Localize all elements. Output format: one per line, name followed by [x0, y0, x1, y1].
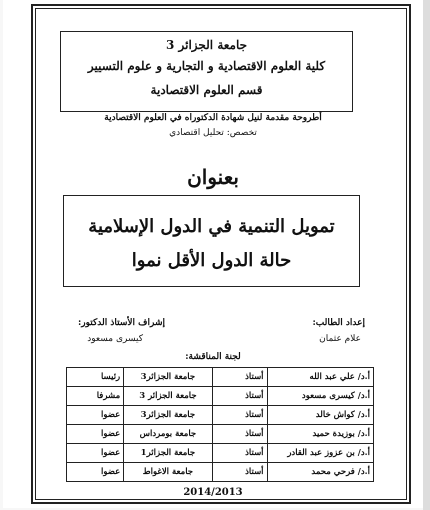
member-rank: أستاذ: [212, 425, 267, 444]
thesis-title-box: [63, 195, 360, 287]
supervisor-label: إشراف الأستاذ الدكتور:: [77, 318, 165, 328]
table-row: [67, 387, 374, 406]
member-name: أ.د/ علي عبد الله: [267, 368, 373, 387]
thesis-note: أطروحة مقدمة لنيل شهادة الدكتوراه في العلوم الاقتصادية: [104, 113, 322, 123]
faculty-name: كلية العلوم الاقتصادية و التجارية و علوم التسيير: [87, 59, 326, 73]
table-row: [67, 406, 374, 425]
institution-header-box: [60, 31, 353, 112]
viewer-background: [423, 0, 430, 510]
member-name: أ.د/ فرحي محمد: [267, 463, 373, 482]
table-row: [67, 425, 374, 444]
member-role: عضوا: [67, 425, 124, 444]
member-university: جامعة الاغواط: [124, 463, 213, 482]
member-university: جامعة الجزائر3: [124, 368, 213, 387]
member-rank: أستاذ: [212, 368, 267, 387]
table-row: [67, 368, 374, 387]
member-university: جامعة الجزائر 3: [124, 387, 213, 406]
member-rank: أستاذ: [212, 406, 267, 425]
member-rank: أستاذ: [212, 463, 267, 482]
member-role: عضوا: [67, 463, 124, 482]
university-name: جامعة الجزائر 3: [165, 38, 248, 52]
member-name: أ.د/ كواش خالد: [267, 406, 373, 425]
member-role: عضوا: [67, 406, 124, 425]
thesis-title-line2: حالة الدول الأقل نموا: [131, 250, 292, 271]
member-name: أ.د/ بن عزوز عبد القادر: [267, 444, 373, 463]
member-university: جامعة الجزائر1: [124, 444, 213, 463]
academic-year: 2014/2013: [183, 487, 243, 498]
member-university: جامعة بومرداس: [124, 425, 213, 444]
supervisor-name: كيسرى مسعود: [87, 334, 143, 344]
member-name: أ.د/ بوزيدة حميد: [267, 425, 373, 444]
committee-table: [66, 367, 374, 482]
member-name: أ.د/ كيسرى مسعود: [267, 387, 373, 406]
member-role: مشرفا: [67, 387, 124, 406]
member-rank: أستاذ: [212, 444, 267, 463]
member-role: عضوا: [67, 444, 124, 463]
document-page: [3, 0, 423, 508]
committee-title: لجنة المناقشة:: [185, 352, 241, 362]
student-label: إعداد الطالب:: [312, 318, 365, 328]
member-university: جامعة الجزائر3: [124, 406, 213, 425]
member-role: رئيسا: [67, 368, 124, 387]
table-row: [67, 444, 374, 463]
thesis-title-line1: تمويل التنمية في الدول الإسلامية: [88, 216, 335, 237]
specialty: تخصص: تحليل اقتصادي: [169, 128, 257, 138]
member-rank: أستاذ: [212, 387, 267, 406]
title-label: بعنوان: [187, 165, 239, 189]
table-row: [67, 463, 374, 482]
department-name: قسم العلوم الاقتصادية: [150, 83, 263, 97]
student-name: علام عثمان: [319, 334, 361, 344]
